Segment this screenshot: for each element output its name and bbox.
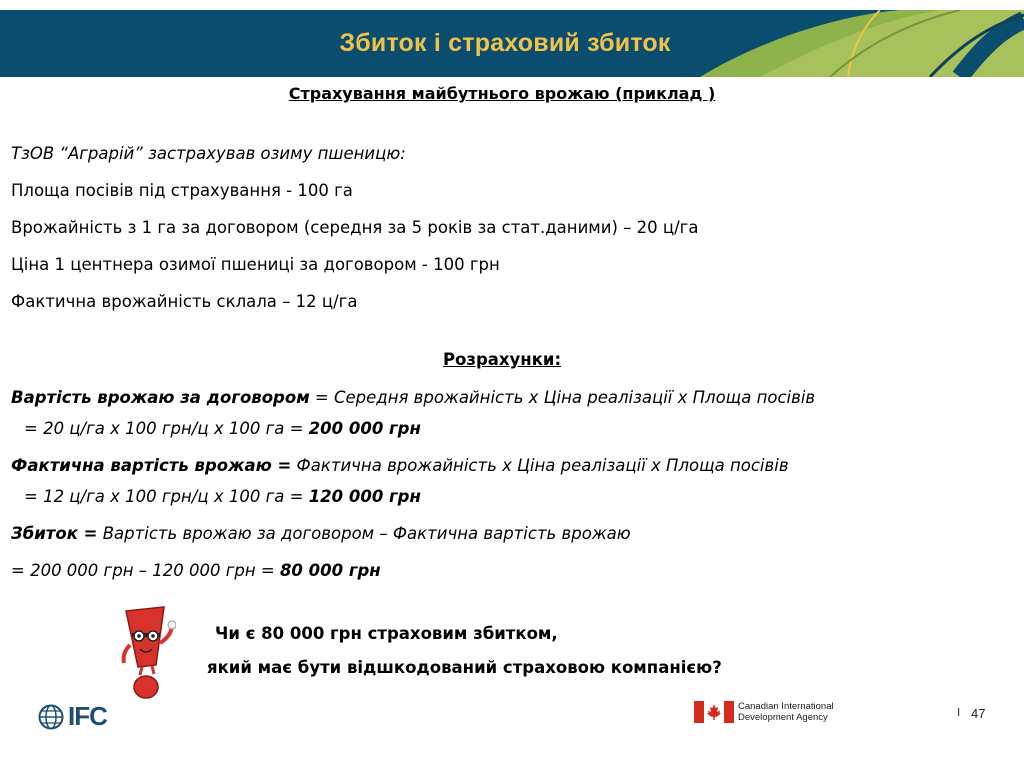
cida-text <box>738 701 834 723</box>
ifc-logo-text: IFC <box>68 701 107 731</box>
cida-logo <box>694 701 834 723</box>
fact-actual-yield: Фактична врожайність склала – 12 ц/га <box>11 292 358 311</box>
calc-contract-values-line <box>24 419 421 438</box>
calc-loss-line <box>11 524 631 543</box>
slide-subtitle: Страхування майбутнього врожаю (приклад ) <box>288 84 716 103</box>
question-line-2: який має бути відшкодований страховою компанією? <box>207 658 722 677</box>
cida-text-line-1: Canadian International <box>738 701 834 712</box>
calc-contract-line <box>11 388 815 407</box>
calc-actual-result: 120 000 грн <box>308 487 421 506</box>
exclamation-mascot-icon <box>116 603 176 703</box>
cida-text-line-2: Development Agency <box>738 712 828 723</box>
calc-title: Розрахунки: <box>442 350 562 369</box>
calc-actual-values-line <box>24 487 421 506</box>
intro-text: ТзОВ “Аграрій” застрахував озиму пшеницю: <box>11 144 406 163</box>
calc-contract-formula: = Середня врожайність х Ціна реалізації х Площа посівів <box>309 388 816 407</box>
fact-area: Площа посівів під страхування - 100 га <box>11 181 353 200</box>
calc-loss-values-line <box>11 561 381 580</box>
fact-yield: Врожайність з 1 га за договором (середня за 5 років за стат.даними) – 20 ц/га <box>11 218 699 237</box>
page-number: 47 <box>971 706 986 721</box>
calc-actual-values: = 12 ц/га х 100 грн/ц х 100 га = <box>24 487 309 506</box>
canada-flag-icon <box>694 701 734 723</box>
page-separator: I <box>957 706 961 719</box>
slide-title: Збиток і страховий збиток <box>339 29 671 57</box>
ifc-globe-icon <box>38 704 64 730</box>
calc-actual-formula: Фактична врожайність х Ціна реалізації х Площа посівів <box>291 456 789 475</box>
calc-loss-result: 80 000 грн <box>279 561 381 580</box>
calc-loss-values: = 200 000 грн – 120 000 грн = <box>11 561 280 580</box>
calc-loss-label: Збиток = <box>11 524 98 543</box>
fact-price: Ціна 1 центнера озимої пшениці за договором - 100 грн <box>11 255 500 274</box>
calc-contract-values: = 20 ц/га х 100 грн/ц х 100 га = <box>24 419 309 438</box>
calc-loss-formula: Вартість врожаю за договором – Фактична вартість врожаю <box>97 524 631 543</box>
calc-actual-label: Фактична вартість врожаю = <box>11 456 292 475</box>
calc-contract-label: Вартість врожаю за договором <box>11 388 310 407</box>
calc-actual-line <box>11 456 789 475</box>
question-line-1: Чи є 80 000 грн страховим збитком, <box>215 624 558 643</box>
ifc-logo <box>38 701 107 732</box>
calc-contract-result: 200 000 грн <box>308 419 421 438</box>
